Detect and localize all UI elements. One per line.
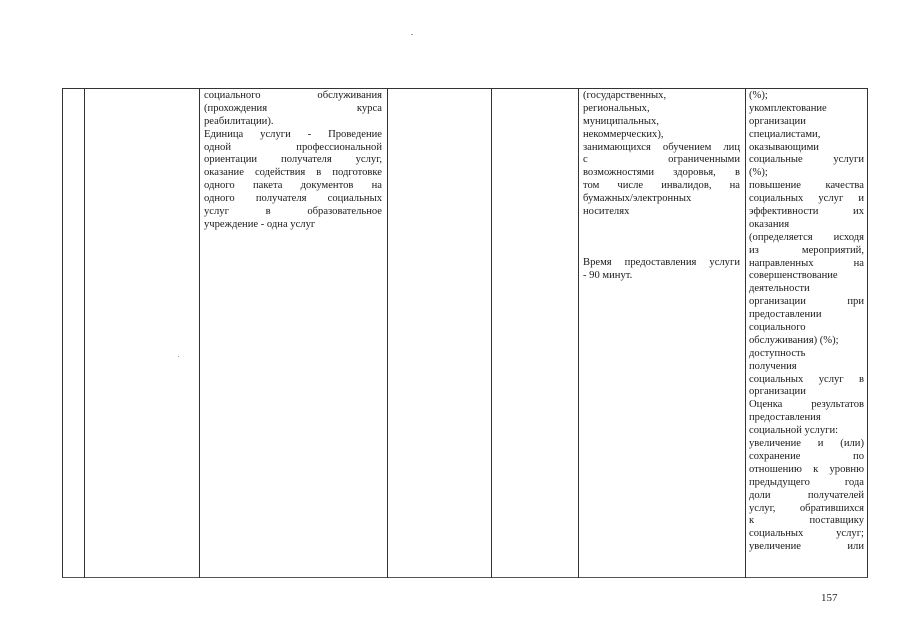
text-line: одной профессиональной	[204, 141, 382, 153]
text-line: сохранение по	[749, 450, 864, 462]
text-line: из мероприятий,	[749, 244, 864, 256]
page-number: 157	[821, 592, 838, 604]
text-line: специалистами,	[749, 128, 821, 140]
text-line: доступность	[749, 347, 806, 359]
table-cell-service-description	[204, 90, 382, 232]
table-cell-quality-indicators	[749, 90, 864, 576]
text-line: социальных услуг в	[749, 373, 864, 385]
text-line: увеличение или	[749, 541, 864, 553]
text-line: носителях	[583, 206, 630, 218]
text-line: предоставления	[749, 412, 821, 424]
text-line: муниципальных,	[583, 115, 659, 127]
text-line: с ограниченными	[583, 154, 740, 166]
text-line: услуг, обратившихся	[749, 502, 864, 514]
table-cell-service-conditions	[583, 90, 740, 283]
text-line: увеличение и (или)	[749, 438, 864, 450]
text-line: одного получателя социальных	[204, 193, 382, 205]
text-line: том числе инвалидов, на	[583, 180, 740, 192]
text-line: деятельности	[749, 283, 810, 295]
service-time-text	[583, 257, 740, 283]
text-line: обслуживания) (%);	[749, 334, 839, 346]
text-line: получения	[749, 360, 797, 372]
text-line: совершенствование	[749, 270, 838, 282]
text-line: (%);	[749, 167, 768, 179]
text-line: оказание содействия в подготовке	[204, 167, 382, 179]
text-line: социальной услуги:	[749, 425, 839, 437]
table-frame	[62, 88, 868, 578]
text-line: социальных услуг;	[749, 528, 864, 540]
text-line: доли получателей	[749, 489, 864, 501]
column-divider	[491, 88, 492, 578]
text-line: социальных услуг и	[749, 193, 864, 205]
text-line: социального обслуживания	[204, 90, 382, 101]
text-line: учреждение - одна услуг	[204, 218, 316, 230]
text-line: (%);	[749, 90, 768, 101]
text-line: социальные услуги	[749, 154, 864, 166]
column-divider	[578, 88, 579, 578]
text-line: ориентации получателя услуг,	[204, 154, 382, 166]
text-line: эффективности их	[749, 206, 864, 218]
text-line: повышение качества	[749, 180, 864, 192]
text-line: (государственных,	[583, 90, 667, 101]
text-line: социального	[749, 322, 806, 334]
text-line: организации	[749, 386, 806, 398]
text-line: региональных,	[583, 102, 650, 114]
text-line: занимающихся обучением лиц	[583, 141, 740, 153]
text-line: возможностями здоровья, в	[583, 167, 740, 179]
text-line: отношению к уровню	[749, 463, 864, 475]
conditions-text	[583, 90, 740, 219]
text-line: к поставщику	[749, 515, 864, 527]
cell-spacing	[583, 219, 740, 257]
text-line: бумажных/электронных	[583, 193, 692, 205]
scan-speck	[411, 34, 413, 35]
text-line: (определяется исходя	[749, 231, 864, 243]
text-line: предыдущего года	[749, 476, 864, 488]
text-line: организации	[749, 115, 806, 127]
text-line: Оценка результатов	[749, 399, 864, 411]
text-line: услуг в образовательное	[204, 206, 382, 218]
text-line: одного пакета документов на	[204, 180, 382, 192]
text-line: организации при	[749, 296, 864, 308]
column-divider	[199, 88, 200, 578]
column-divider	[387, 88, 388, 578]
text-line: Время предоставления услуги	[583, 256, 740, 268]
text-line: реабилитации).	[204, 115, 274, 127]
text-line: оказывающими	[749, 141, 819, 153]
text-line: оказания	[749, 218, 790, 230]
column-divider	[745, 88, 746, 578]
text-line: укомплектование	[749, 102, 827, 114]
text-line: направленных на	[749, 257, 864, 269]
text-line: - 90 минут.	[583, 269, 633, 281]
text-line: предоставлении	[749, 309, 822, 321]
column-divider	[84, 88, 85, 578]
text-line: (прохождения курса	[204, 102, 382, 114]
text-line: некоммерческих),	[583, 128, 664, 140]
text-line: Единица услуги - Проведение	[204, 128, 382, 140]
